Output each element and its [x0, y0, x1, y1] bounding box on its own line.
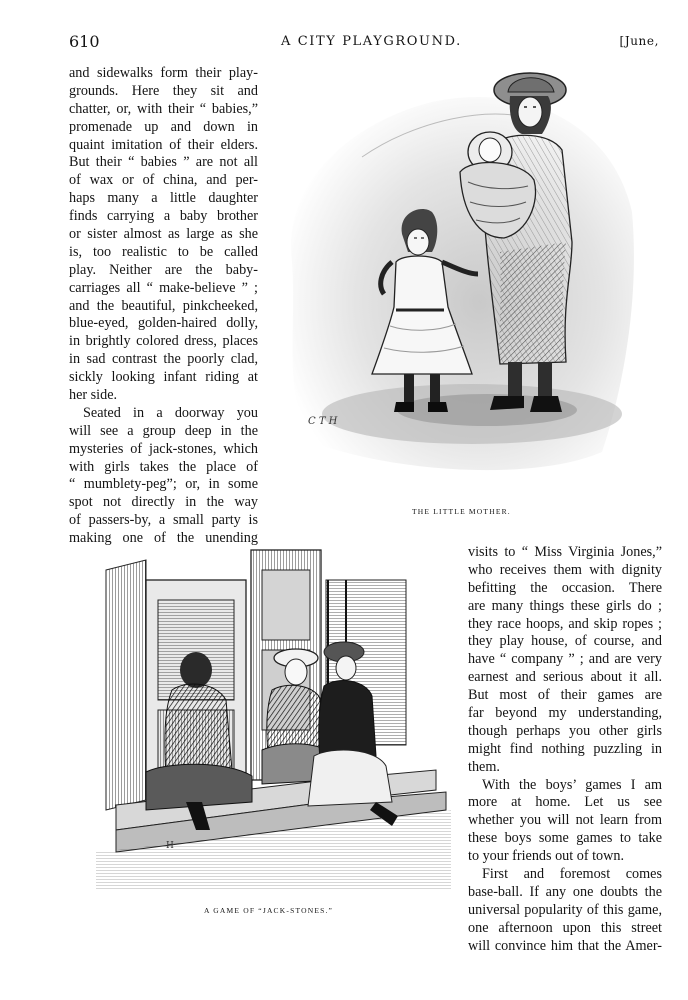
text-line: haps many a little daughter [69, 190, 258, 207]
text-line: With the boys’ games I am [482, 776, 662, 793]
text-line: blue-eyed, golden-haired dolly, [69, 315, 258, 332]
running-header [69, 32, 659, 54]
text-line: whether you will not learn from [468, 812, 662, 829]
text-line: quaint imitation of their elders. [69, 136, 258, 153]
left-text-column [69, 65, 258, 548]
text-line: universal popularity of this game, [468, 901, 662, 918]
text-line: them. [468, 758, 500, 775]
running-title: A CITY PLAYGROUND. [281, 34, 462, 49]
text-line: chatter, or, with their “ babies,” [69, 100, 258, 117]
text-line: will see a group deep in the [69, 422, 258, 439]
text-line: might find nothing puzzling in [468, 740, 662, 757]
text-line: carriages all “ make-believe ” ; [69, 279, 258, 296]
text-line: and sidewalks form their play- [69, 65, 258, 81]
artist-signature: C T H [308, 416, 338, 427]
text-line: First and foremost comes [482, 866, 662, 883]
text-line: mysteries of jack-stones, which [69, 440, 258, 457]
text-line: in sad contrast the poorly clad, [69, 351, 258, 368]
text-line: grounds. Here they sit and [69, 82, 258, 99]
figure-caption-little-mother: THE LITTLE MOTHER. [412, 507, 511, 516]
text-line: of wax or of china, and per- [69, 172, 258, 189]
text-line: befitting the occasion. There [468, 579, 662, 596]
text-line: to your friends out of town. [468, 848, 625, 865]
text-line: sickly looking infant riding at [69, 369, 258, 386]
text-line: in brightly colored dress, places [69, 333, 258, 350]
page-number: 610 [69, 32, 100, 51]
text-line: who receives them with dignity [468, 561, 662, 578]
text-line: though perhaps you other girls [468, 722, 662, 739]
text-line: or sister almost as large as she [69, 226, 258, 243]
right-text-column [468, 544, 662, 955]
text-line: will convince him that the Amer- [468, 937, 662, 954]
text-line: play. Neither are the baby- [69, 261, 258, 278]
text-line: are many things these girls do ; [468, 597, 662, 614]
text-line: visits to “ Miss Virginia Jones,” [468, 544, 662, 560]
text-line: “ mumblety-peg”; or, in some [69, 476, 258, 493]
text-line: one afternoon upon this street [468, 919, 662, 936]
text-line: have “ company ” ; and are very [468, 651, 662, 668]
text-line: and the beautiful, pinkcheeked, [69, 297, 258, 314]
jack-stones-illustration [76, 540, 456, 895]
text-line: is, too realistic to be called [69, 243, 258, 260]
engraver-mark: H [166, 841, 174, 851]
text-line: with girls takes the place of [69, 458, 258, 475]
header-month: [June, [619, 34, 659, 48]
little-mother-illustration [272, 62, 640, 502]
text-line: Seated in a doorway you [83, 404, 258, 421]
text-line: promenade up and down in [69, 118, 258, 135]
text-line: far beyond my understanding, [468, 705, 662, 722]
text-line: But their “ babies ” are not all [69, 154, 258, 171]
figure-caption-jack-stones: A GAME OF “JACK-STONES.” [204, 906, 334, 915]
text-line: making one of the unending [69, 530, 258, 547]
text-line: more at home. Let us see [468, 794, 662, 811]
text-line: But most of their games are [468, 687, 662, 704]
text-line: they play house, of course, and [468, 633, 662, 650]
jack-stones-engraving [76, 540, 456, 895]
text-line: spot not directly in the way [69, 494, 258, 511]
text-line: these boys some games to take [468, 830, 662, 847]
text-line: they race hoops, and skip ropes ; [468, 615, 662, 632]
text-line: earnest and serious about it all. [468, 669, 662, 686]
text-line: of passers-by, a small party is [69, 512, 258, 529]
little-mother-engraving [272, 62, 640, 502]
text-line: her side. [69, 387, 118, 404]
text-line: base-ball. If any one doubts the [468, 883, 662, 900]
text-line: finds carrying a baby brother [69, 208, 258, 225]
